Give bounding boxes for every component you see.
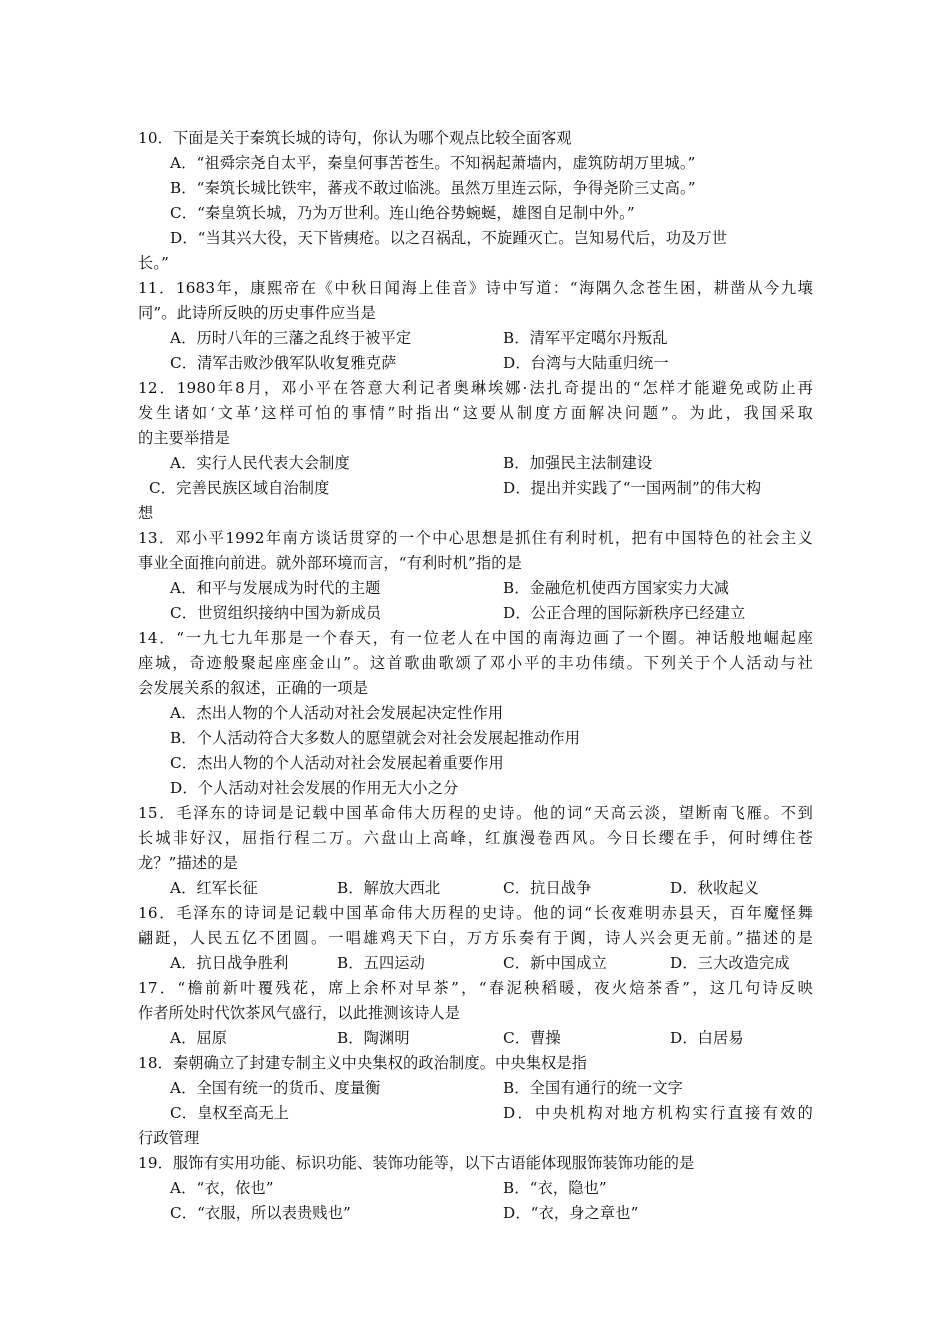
text-line: 18．秦朝确立了封建专制主义中央集权的政治制度。中央集权是指 bbox=[138, 1054, 588, 1072]
text-line: 12．1980年8月，邓小平在答意大利记者奥琳埃娜·法扎奇提出的“怎样才能避免或防止再 bbox=[138, 379, 813, 397]
text-line: B．个人活动符合大多数人的愿望就会对社会发展起推动作用 bbox=[170, 729, 581, 747]
text-line: A．和平与发展成为时代的主题 bbox=[170, 579, 381, 597]
text-line: C．新中国成立 bbox=[503, 954, 607, 972]
text-line: 龙？”描述的是 bbox=[138, 854, 238, 872]
text-line: D．“衣，身之章也” bbox=[503, 1204, 639, 1222]
text-line: 事业全面推向前进。就外部环境而言，“有利时机”指的是 bbox=[138, 554, 522, 572]
text-line: A．实行人民代表大会制度 bbox=[170, 454, 350, 472]
text-line: 翩跹，人民五亿不团圆。一唱雄鸡天下白，万方乐奏有于阗，诗人兴会更无前。”描述的是 bbox=[138, 929, 813, 947]
text-line: A．“祖舜宗尧自太平，秦皇何事苦苍生。不知祸起萧墙内，虚筑防胡万里城。” bbox=[170, 154, 696, 172]
text-line: C．杰出人物的个人活动对社会发展起着重要作用 bbox=[170, 754, 504, 772]
text-line: 的主要举措是 bbox=[138, 429, 231, 447]
text-line: 行政管理 bbox=[138, 1129, 200, 1147]
text-line: C．“秦皇筑长城，乃为万世利。连山绝谷势蜿蜒，雄图自足制中外。” bbox=[170, 204, 635, 222]
text-line: 同”。此诗所反映的历史事件应当是 bbox=[138, 304, 376, 322]
text-line: 14．“一九七九年那是一个春天，有一位老人在中国的南海边画了一个圈。神话般地崛起座 bbox=[138, 629, 813, 647]
text-line: B．“衣，隐也” bbox=[503, 1179, 607, 1197]
text-line: A．全国有统一的货币、度量衡 bbox=[170, 1079, 381, 1097]
text-line: D．台湾与大陆重归统一 bbox=[503, 354, 669, 372]
text-line: A．杰出人物的个人活动对社会发展起决定性作用 bbox=[170, 704, 504, 722]
text-line: 想 bbox=[138, 504, 154, 522]
text-line: 11．1683年，康熙帝在《中秋日闻海上佳音》诗中写道：“海隅久念苍生困，耕凿从今九壤 bbox=[138, 279, 813, 297]
text-line: 座城，奇迹般聚起座座金山”。这首歌曲歌颂了邓小平的丰功伟绩。下列关于个人活动与社 bbox=[138, 654, 813, 672]
text-line: A．历时八年的三藩之乱终于被平定 bbox=[170, 329, 412, 347]
text-line: B．金融危机使西方国家实力大减 bbox=[503, 579, 730, 597]
text-line: C．完善民族区域自治制度 bbox=[149, 479, 330, 497]
text-line: 10．下面是关于秦筑长城的诗句，你认为哪个观点比较全面客观 bbox=[138, 129, 572, 147]
text-line: 19．服饰有实用功能、标识功能、装饰功能等，以下古语能体现服饰装饰功能的是 bbox=[138, 1154, 695, 1172]
text-line: C．曹操 bbox=[503, 1029, 561, 1047]
text-line: 13．邓小平1992年南方谈话贯穿的一个中心思想是抓住有利时机，把有中国特色的社会主义 bbox=[138, 529, 813, 547]
text-line: B．清军平定噶尔丹叛乱 bbox=[503, 329, 668, 347]
text-line: D．白居易 bbox=[670, 1029, 744, 1047]
text-line: 17．“檐前新叶覆残花，席上余杯对早茶”，“春泥秧稻暖，夜火焙茶香”，这几句诗反映 bbox=[138, 979, 813, 997]
text-line: C．皇权至高无上 bbox=[170, 1104, 290, 1122]
text-line: B．解放大西北 bbox=[337, 879, 441, 897]
text-line: B．全国有通行的统一文字 bbox=[503, 1079, 684, 1097]
text-line: C．抗日战争 bbox=[503, 879, 592, 897]
text-line: D．个人活动对社会发展的作用无大小之分 bbox=[170, 779, 459, 797]
text-line: B．加强民主法制建设 bbox=[503, 454, 653, 472]
text-line: 16．毛泽东的诗词是记载中国革命伟大历程的史诗。他的词“长夜难明赤县天，百年魔怪舞 bbox=[138, 904, 813, 922]
text-line: B．五四运动 bbox=[337, 954, 425, 972]
text-line: D．三大改造完成 bbox=[670, 954, 790, 972]
text-line: D．秋收起义 bbox=[670, 879, 760, 897]
text-line: 15．毛泽东的诗词是记载中国革命伟大历程的史诗。他的词“天高云淡，望断南飞雁。不到 bbox=[138, 804, 813, 822]
text-line: B．“秦筑长城比铁牢，蕃戎不敢过临洮。虽然万里连云际，争得尧阶三丈高。” bbox=[170, 179, 696, 197]
text-line: D．公正合理的国际新秩序已经建立 bbox=[503, 604, 746, 622]
text-line: C．“衣服，所以表贵贱也” bbox=[170, 1204, 351, 1222]
text-line: 长城非好汉，屈指行程二万。六盘山上高峰，红旗漫卷西风。今日长缨在手，何时缚住苍 bbox=[138, 829, 813, 847]
text-line: D．提出并实践了“一国两制”的伟大构 bbox=[503, 479, 762, 497]
text-line: C．清军击败沙俄军队收复雅克萨 bbox=[170, 354, 397, 372]
text-line: C．世贸组织接纳中国为新成员 bbox=[170, 604, 382, 622]
text-line: A．屈原 bbox=[170, 1029, 228, 1047]
text-line: A．“衣，依也” bbox=[170, 1179, 274, 1197]
text-line: 发生诸如‘文革’这样可怕的事情”时指出“这要从制度方面解决问题”。为此，我国采取 bbox=[138, 404, 813, 422]
text-line: A．抗日战争胜利 bbox=[170, 954, 289, 972]
text-line: D．“当其兴大役，天下皆痍疮。以之召祸乱，不旋踵灭亡。岂知易代后，功及万世 bbox=[170, 229, 728, 247]
text-line: 长。” bbox=[138, 254, 169, 272]
text-line: D．中央机构对地方机构实行直接有效的 bbox=[503, 1104, 813, 1122]
text-line: B．陶渊明 bbox=[337, 1029, 410, 1047]
text-line: A．红军长征 bbox=[170, 879, 258, 897]
text-line: 会发展关系的叙述，正确的一项是 bbox=[138, 679, 369, 697]
text-line: 作者所处时代饮茶风气盛行，以此推测该诗人是 bbox=[138, 1004, 461, 1022]
